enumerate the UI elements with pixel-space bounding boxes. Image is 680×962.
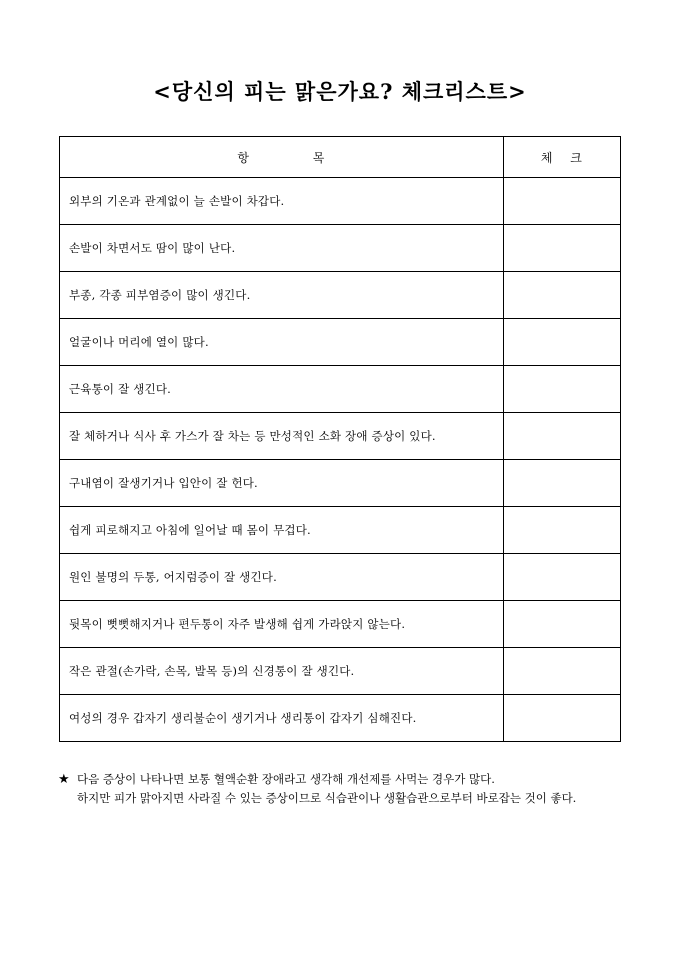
row-item-text: 얼굴이나 머리에 열이 많다. [60, 319, 504, 366]
checklist-table [59, 136, 621, 742]
table-row [60, 601, 621, 648]
page-title: <당신의 피는 맑은가요? 체크리스트> [153, 79, 527, 104]
row-item-text: 외부의 기온과 관계없이 늘 손발이 차갑다. [60, 178, 504, 225]
row-check-cell[interactable] [503, 460, 620, 507]
footnote [58, 770, 624, 808]
row-check-cell[interactable] [503, 366, 620, 413]
row-item-text: 손발이 차면서도 땀이 많이 난다. [60, 225, 504, 272]
table-header-row [60, 137, 621, 178]
row-item-text: 근육통이 잘 생긴다. [60, 366, 504, 413]
header-item: 항 목 [60, 137, 504, 178]
table-row [60, 507, 621, 554]
row-check-cell[interactable] [503, 413, 620, 460]
row-item-text: 원인 불명의 두통, 어지럼증이 잘 생긴다. [60, 554, 504, 601]
row-item-text: 잘 체하거나 식사 후 가스가 잘 차는 등 만성적인 소화 장애 증상이 있다. [60, 413, 504, 460]
footnote-line-2: 하지만 피가 맑아지면 사라질 수 있는 증상이므로 식습관이나 생활습관으로부터 바로잡는 것이 좋다. [77, 791, 577, 805]
row-item-text: 쉽게 피로해지고 아침에 일어날 때 몸이 무겁다. [60, 507, 504, 554]
row-check-cell[interactable] [503, 178, 620, 225]
row-check-cell[interactable] [503, 225, 620, 272]
row-item-text: 작은 관절(손가락, 손목, 발목 등)의 신경통이 잘 생긴다. [60, 648, 504, 695]
table-row [60, 695, 621, 742]
row-item-text: 뒷목이 뻣뻣해지거나 편두통이 자주 발생해 쉽게 가라앉지 않는다. [60, 601, 504, 648]
footnote-text [58, 770, 624, 808]
row-check-cell[interactable] [503, 554, 620, 601]
footnote-line-1: 다음 증상이 나타나면 보통 혈액순환 장애라고 생각해 개선제를 사먹는 경우가 많다. [77, 772, 495, 786]
row-check-cell[interactable] [503, 648, 620, 695]
table-row [60, 225, 621, 272]
table-row [60, 178, 621, 225]
row-check-cell[interactable] [503, 507, 620, 554]
row-item-text: 여성의 경우 갑자기 생리불순이 생기거나 생리통이 갑자기 심해진다. [60, 695, 504, 742]
table-row [60, 413, 621, 460]
table-row [60, 272, 621, 319]
table-row [60, 366, 621, 413]
row-check-cell[interactable] [503, 695, 620, 742]
table-row [60, 554, 621, 601]
table-row [60, 648, 621, 695]
row-check-cell[interactable] [503, 319, 620, 366]
table-row [60, 319, 621, 366]
row-check-cell[interactable] [503, 272, 620, 319]
row-check-cell[interactable] [503, 601, 620, 648]
table-row [60, 460, 621, 507]
row-item-text: 구내염이 잘생기거나 입안이 잘 헌다. [60, 460, 504, 507]
star-icon: ★ [58, 772, 70, 787]
row-item-text: 부종, 각종 피부염증이 많이 생긴다. [60, 272, 504, 319]
header-check: 체 크 [503, 137, 620, 178]
